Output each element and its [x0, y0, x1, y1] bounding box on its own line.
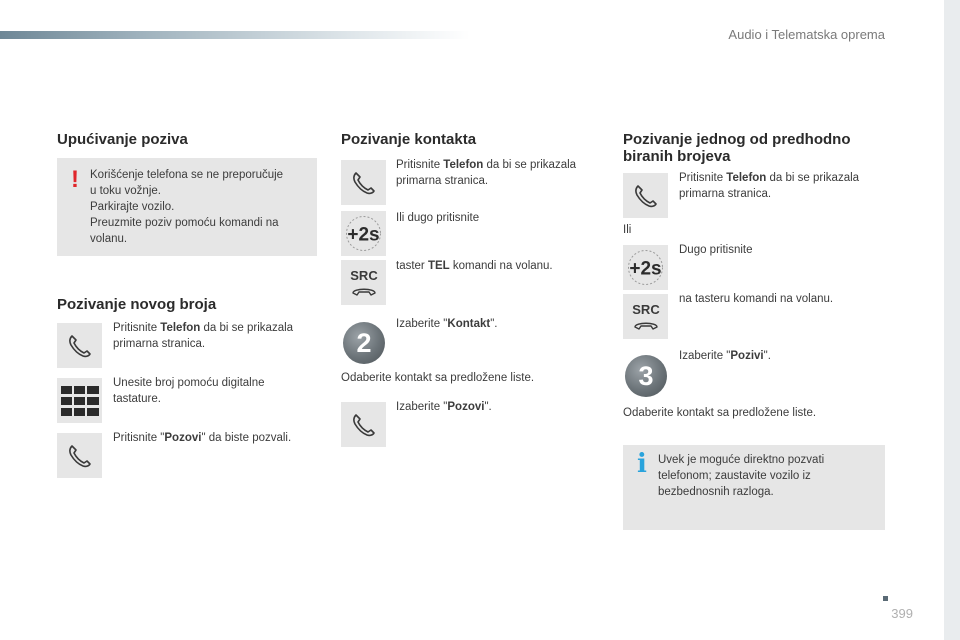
src-label: SRC [631, 301, 660, 317]
col2-step2-text: Ili dugo pritisnite [396, 212, 480, 224]
heading-placing-call: Upućivanje poziva [57, 131, 188, 148]
page-number: 399 [891, 606, 913, 621]
phone-icon [341, 160, 386, 205]
step-number-3: 3 [625, 355, 667, 397]
plus2s-label: +2s [629, 258, 662, 280]
col1-step3-text: Pritisnite "Pozovi" da biste pozvali. [113, 432, 292, 444]
plus2s-label: +2s [347, 224, 380, 246]
phone-icon [341, 402, 386, 447]
header-bar [0, 31, 470, 39]
phone-icon [57, 323, 102, 368]
page-edge-band [944, 0, 960, 640]
step-number-2: 2 [343, 322, 385, 364]
keypad-icon [57, 378, 102, 423]
col3-step5-text: Odaberite kontakt sa predložene liste. [623, 407, 817, 419]
col3-step4-text: Izaberite "Pozivi". [679, 350, 771, 362]
phone-icon [623, 173, 668, 218]
header-title: Audio i Telematska oprema [728, 27, 885, 42]
phone-icon [57, 433, 102, 478]
col1-step1-text: Pritisnite Telefon da bi se prikazala primarna stranica. [113, 322, 294, 350]
src-button-icon [341, 260, 386, 305]
footer-dot [883, 596, 888, 601]
src-button-icon [623, 294, 668, 339]
col2-step4-text: Izaberite "Kontakt". [396, 318, 498, 330]
src-label: SRC [349, 267, 378, 283]
col1-step2-text: Unesite broj pomoću digitalne tastature. [113, 377, 265, 405]
col3-step1-text: Pritisnite Telefon da bi se prikazala primarna stranica. [679, 172, 860, 200]
col2-step5-text: Odaberite kontakt sa predložene liste. [341, 372, 535, 384]
long-press-2s-icon [341, 211, 386, 256]
info-box [623, 445, 885, 530]
col2-step6-text: Izaberite "Pozovi". [396, 401, 492, 413]
col2-step3-text: taster TEL komandi na volanu. [396, 260, 553, 272]
long-press-2s-icon [623, 245, 668, 290]
warning-text: Korišćenje telefona se ne preporučuje u toku vožnje. Parkirajte vozilo. Preuzmite poziv pomoću komandi na volanu. [90, 169, 284, 245]
heading-call-contact: Pozivanje kontakta [341, 131, 477, 148]
col3-step2-text: Dugo pritisnite [679, 244, 753, 256]
heading-new-number: Pozivanje novog broja [57, 296, 217, 313]
info-text: Uvek je moguće direktno pozvati telefonom; zaustavite vozilo iz bezbednosnih razloga. [658, 454, 825, 498]
col2-step1-text: Pritisnite Telefon da bi se prikazala primarna stranica. [396, 159, 577, 187]
exclamation-icon: ! [71, 166, 79, 193]
heading-recent-numbers: Pozivanje jednog od predhodno biranih brojeva [623, 131, 851, 165]
col3-step3-text: na tasteru komandi na volanu. [679, 293, 834, 305]
col3-or-text: Ili [623, 224, 632, 236]
info-icon: i [637, 449, 647, 479]
warning-box [57, 158, 317, 256]
